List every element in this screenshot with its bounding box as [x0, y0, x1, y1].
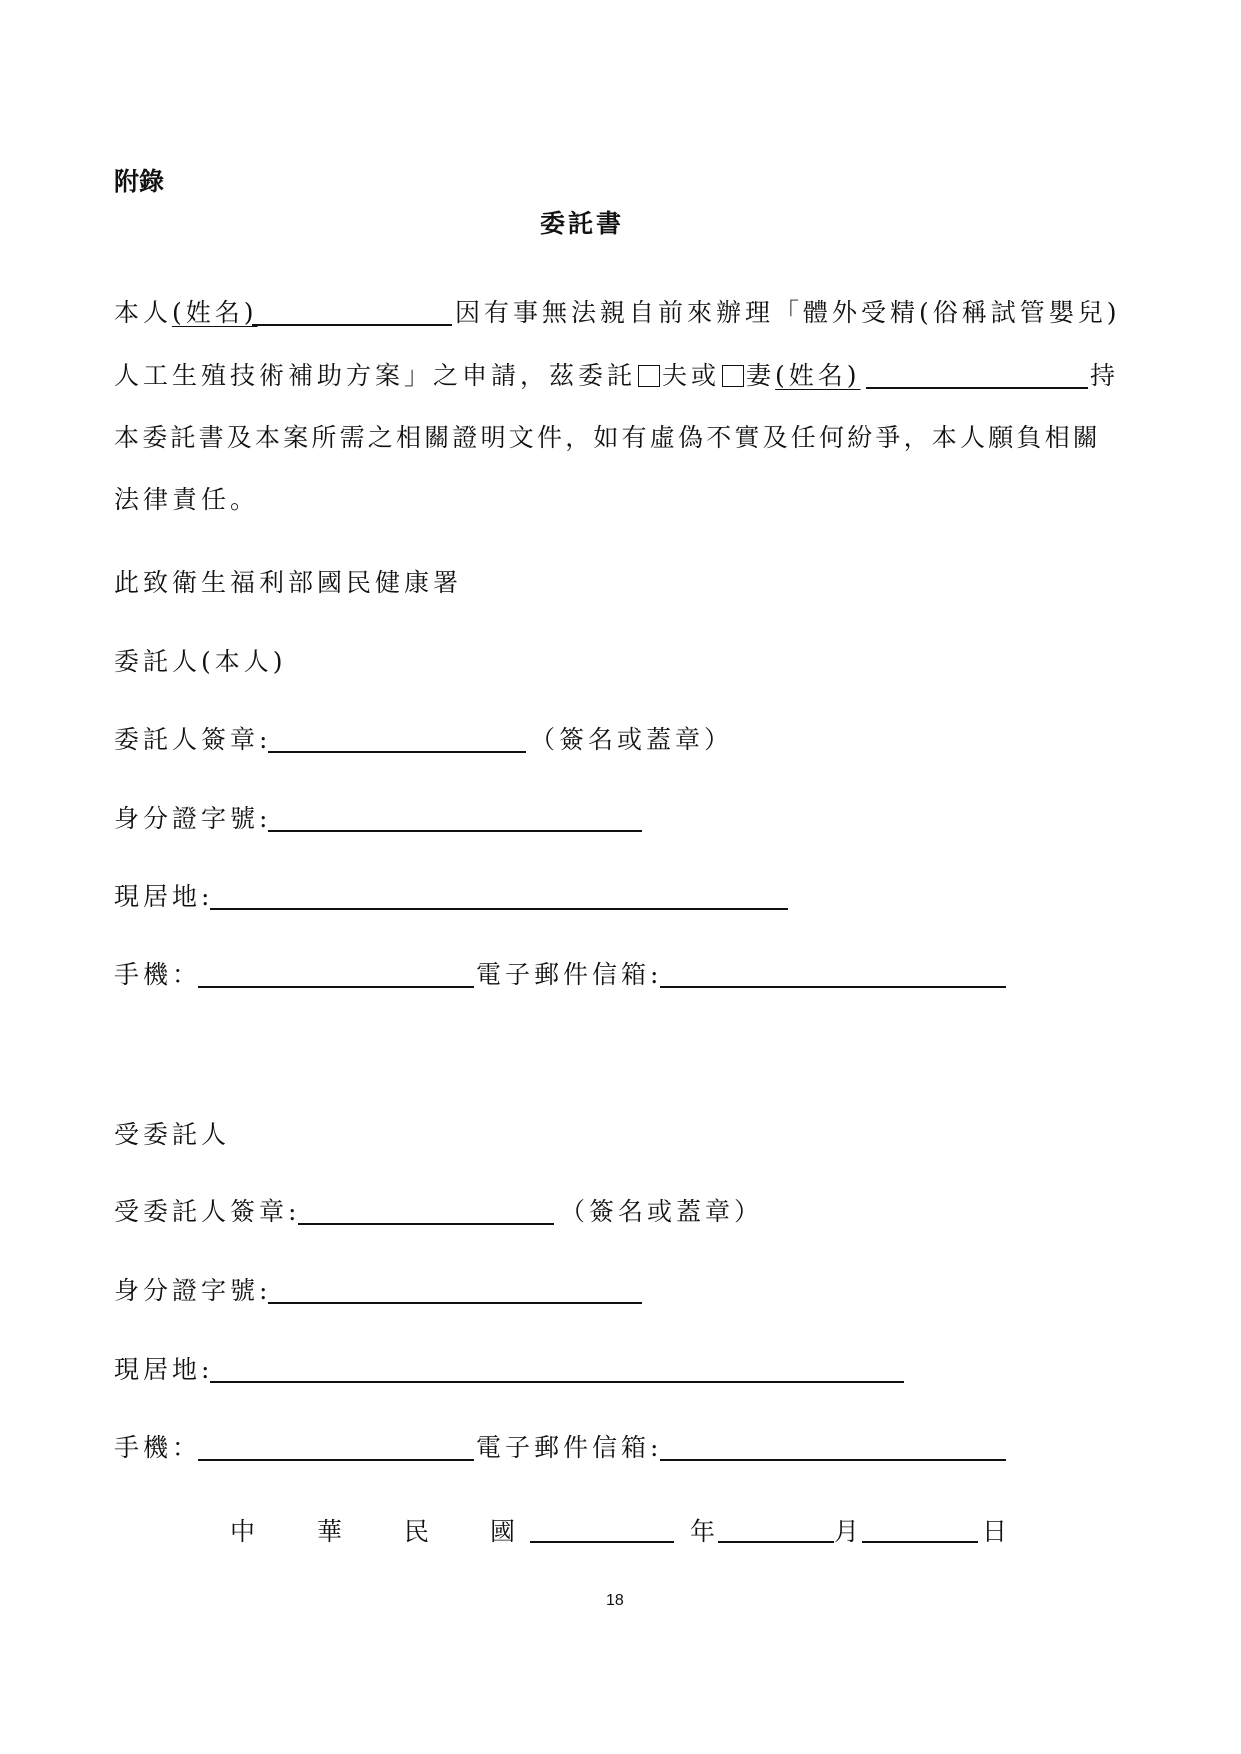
agent-signature-label: 受委託人簽章: — [114, 1197, 301, 1226]
agent-address-label: 現居地: — [114, 1355, 214, 1384]
agent-name-blank[interactable] — [866, 387, 1088, 389]
principal-email-blank[interactable] — [660, 986, 1006, 988]
principal-address-blank[interactable] — [210, 908, 788, 910]
principal-address-label: 現居地: — [114, 882, 214, 911]
principal-signature-note: （簽名或蓋章） — [530, 725, 734, 754]
principal-heading: 委託人(本人) — [114, 647, 287, 676]
agent-heading: 受委託人 — [114, 1120, 231, 1149]
agent-email-blank[interactable] — [660, 1459, 1006, 1461]
page-number: 18 — [606, 1592, 624, 1609]
agent-signature-blank[interactable] — [298, 1223, 554, 1225]
agent-signature-note: （簽名或蓋章） — [560, 1197, 764, 1226]
principal-signature-blank[interactable] — [268, 751, 526, 753]
date-char-3: 民 — [404, 1517, 430, 1546]
paragraph-line-1: 本人(姓名) — [114, 298, 258, 327]
appendix-label: 附錄 — [114, 167, 165, 196]
agent-phone-blank[interactable] — [198, 1459, 474, 1461]
year-label: 年 — [690, 1517, 716, 1546]
name-label: (姓名) — [775, 361, 861, 390]
name-label: (姓名) — [172, 298, 258, 327]
principal-id-blank[interactable] — [268, 830, 642, 832]
agent-address-blank[interactable] — [210, 1381, 904, 1383]
date-char-2: 華 — [317, 1517, 343, 1546]
principal-id-label: 身分證字號: — [114, 804, 272, 833]
paragraph-line-2: 人工生殖技術補助方案」之申請，茲委託 夫或 妻(姓名) — [114, 361, 861, 390]
day-blank[interactable] — [862, 1541, 978, 1543]
agent-email-label: 電子郵件信箱: — [476, 1433, 663, 1462]
principal-name-blank[interactable] — [252, 324, 452, 326]
day-label: 日 — [982, 1517, 1008, 1546]
date-char-1: 中 — [230, 1517, 256, 1546]
paragraph-line-4: 法律責任。 — [114, 485, 260, 514]
husband-checkbox[interactable] — [638, 365, 660, 387]
date-char-4: 國 — [490, 1517, 516, 1546]
paragraph-line-2-end: 持 — [1090, 361, 1120, 390]
recipient-line: 此致衛生福利部國民健康署 — [114, 568, 463, 597]
principal-phone-label: 手機： — [114, 960, 202, 989]
principal-signature-label: 委託人簽章: — [114, 725, 272, 754]
principal-email-label: 電子郵件信箱: — [476, 960, 663, 989]
month-label: 月 — [834, 1517, 860, 1546]
paragraph-line-3: 本委託書及本案所需之相關證明文件，如有虛偽不實及任何紛爭，本人願負相關 — [114, 423, 1102, 452]
principal-phone-blank[interactable] — [198, 986, 474, 988]
agent-id-blank[interactable] — [268, 1302, 642, 1304]
year-blank[interactable] — [530, 1541, 674, 1543]
month-blank[interactable] — [718, 1541, 834, 1543]
paragraph-line-1-rest: 因有事無法親自前來辦理「體外受精(俗稱試管嬰兒) — [455, 298, 1121, 327]
wife-checkbox[interactable] — [722, 365, 744, 387]
document-title: 委託書 — [540, 209, 625, 238]
agent-phone-label: 手機： — [114, 1433, 202, 1462]
agent-id-label: 身分證字號: — [114, 1276, 272, 1305]
